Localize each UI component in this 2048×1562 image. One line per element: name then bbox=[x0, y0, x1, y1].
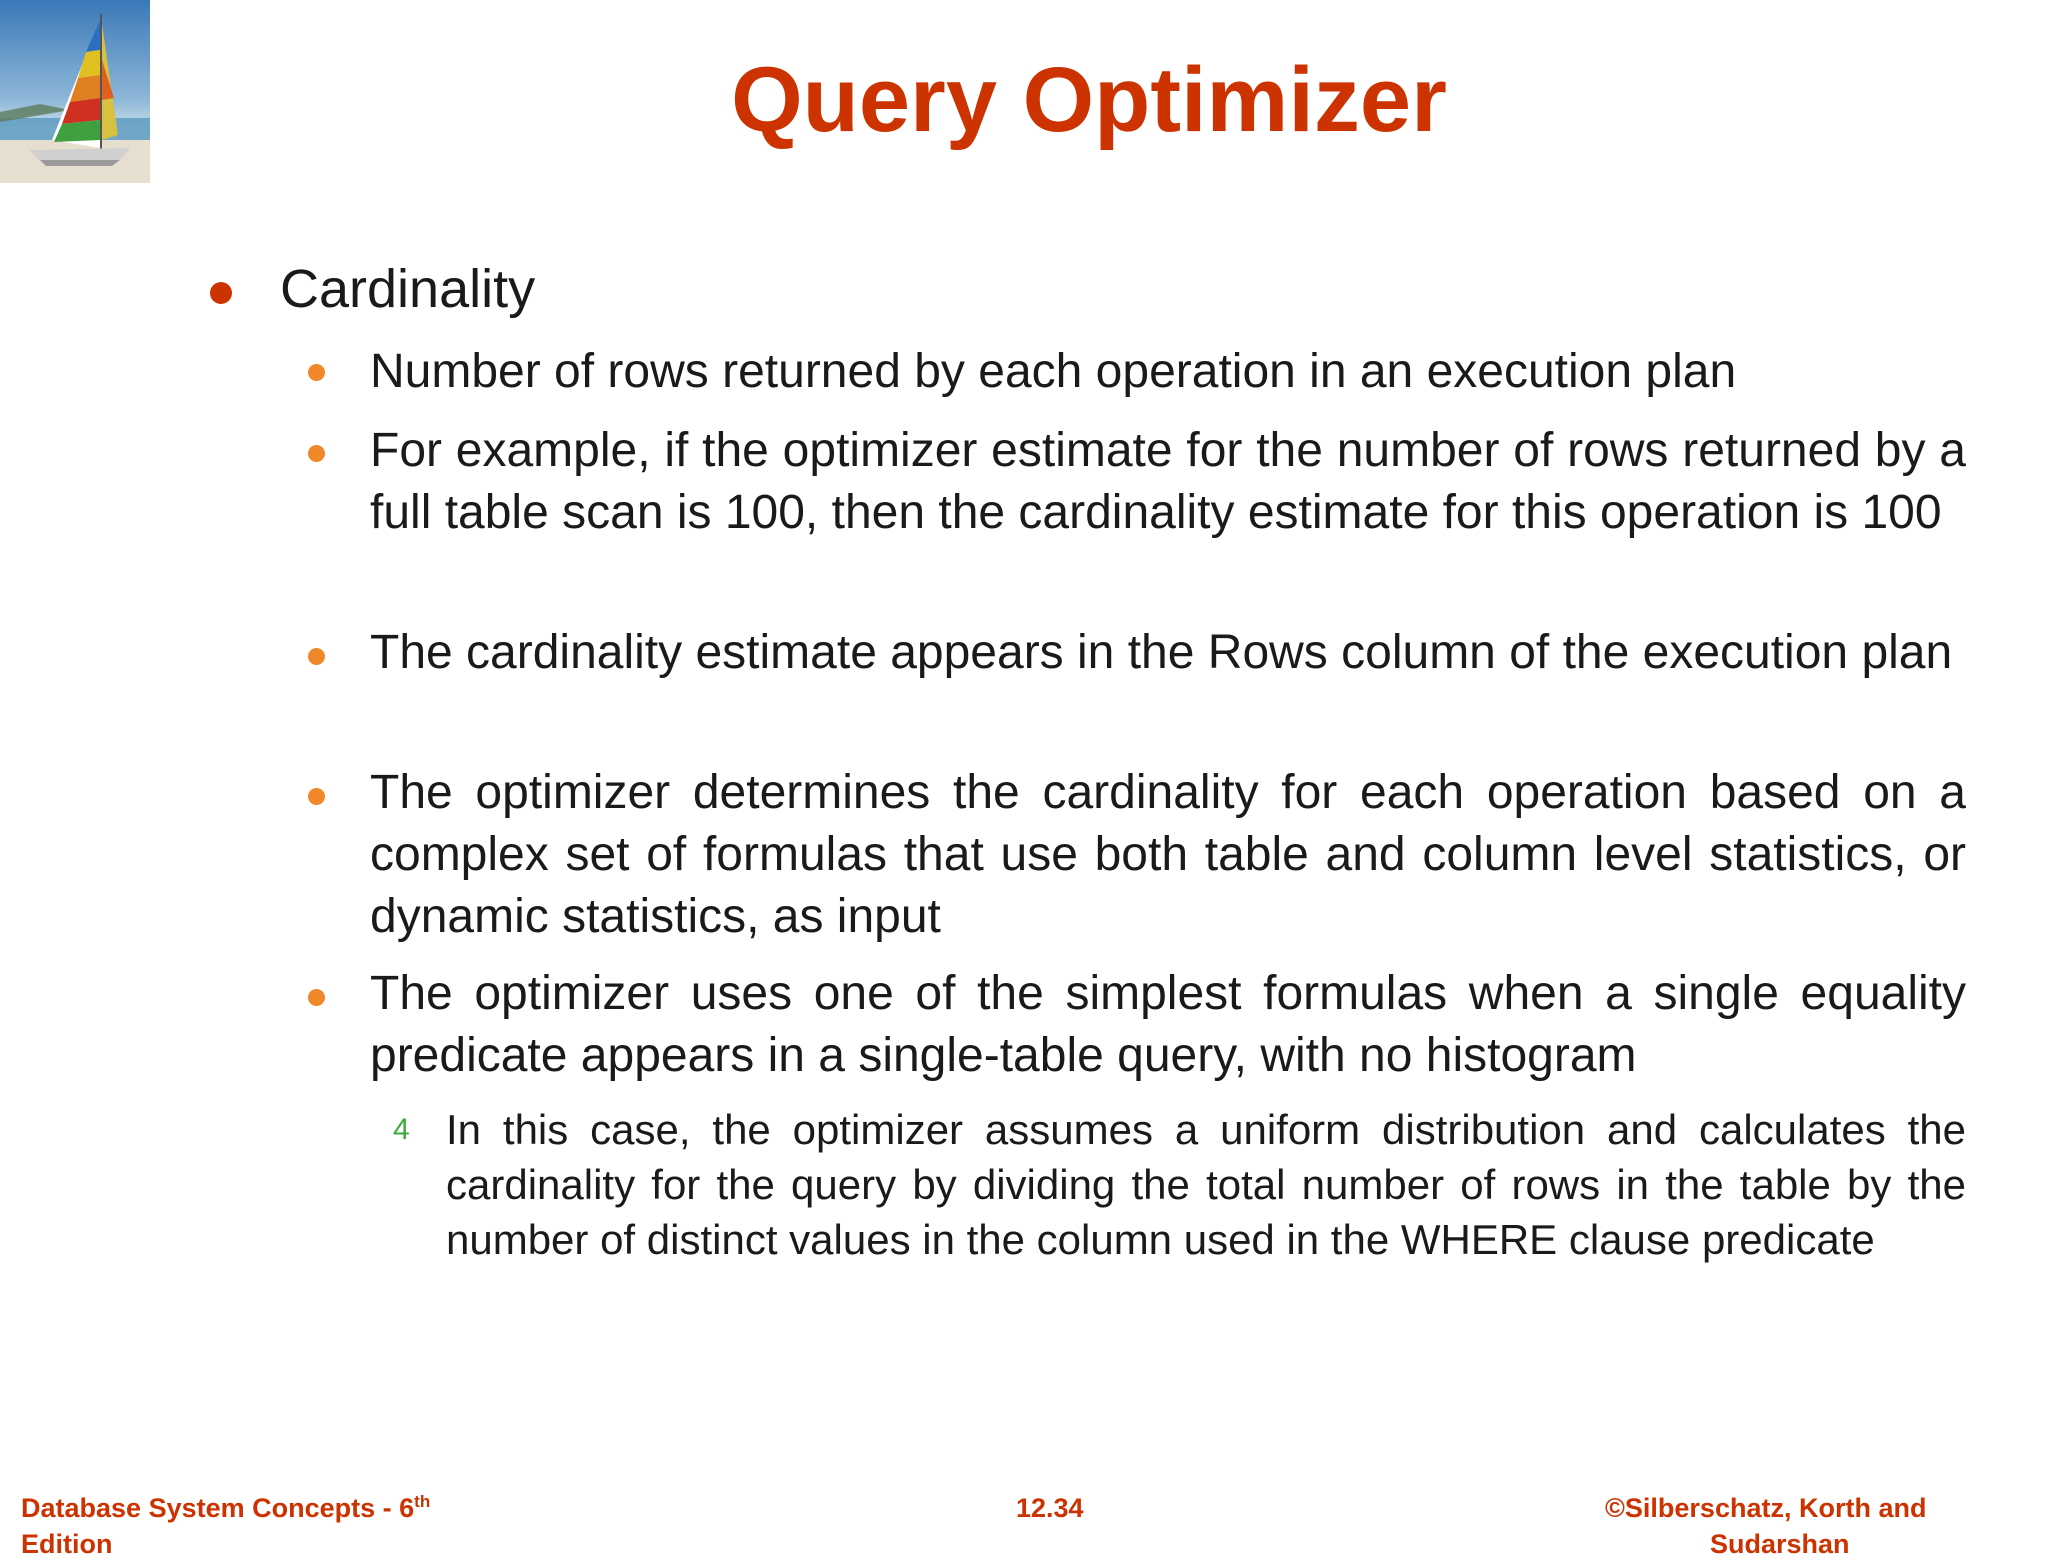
bullet-item: The optimizer uses one of the simplest formulas when a single equality predicate appears in a single-table query, with no histogram bbox=[370, 967, 1966, 1082]
bullet-item: Number of rows returned by each operation in an execution plan bbox=[370, 345, 1737, 398]
level1-heading: Cardinality bbox=[280, 259, 536, 319]
bullet-item: The optimizer determines the cardinality for each operation based on a complex set of formulas that use both table and column level statistics, or dynamic statistics, as input bbox=[370, 766, 1966, 943]
sub-bullet-item: In this case, the optimizer assumes a uniform distribution and calculates the cardinality for the query by dividing the total number of rows in the table by the number of distinct values in the column used in the WHERE clause predicate bbox=[446, 1106, 1966, 1263]
level3-marker: 4 bbox=[393, 1113, 410, 1146]
level1-bullet bbox=[210, 282, 232, 304]
level2-bullet bbox=[308, 364, 325, 381]
bullet-item: For example, if the optimizer estimate for the number of rows returned by a full table scan is 100, then the cardinality estimate for this operation is 100 bbox=[370, 424, 1966, 539]
footer-copyright-line2: Sudarshan bbox=[1710, 1529, 1850, 1559]
footer-book-edition-sup: th bbox=[414, 1492, 431, 1511]
level2-bullet bbox=[308, 648, 325, 665]
footer-copyright: ©Silberschatz, Korth and bbox=[1605, 1493, 1927, 1523]
footer-book-title bbox=[21, 1490, 430, 1526]
slide-title: Query Optimizer bbox=[731, 49, 1447, 151]
footer-page-number: 12.34 bbox=[1016, 1493, 1084, 1523]
footer-book-title-text: Database System Concepts - 6 bbox=[21, 1493, 415, 1523]
level2-bullet bbox=[308, 788, 325, 805]
level2-bullet bbox=[308, 989, 325, 1006]
bullet-item: The cardinality estimate appears in the Rows column of the execution plan bbox=[370, 626, 1953, 679]
level2-bullet bbox=[308, 445, 325, 462]
footer-book-title-line2: Edition bbox=[21, 1529, 113, 1559]
